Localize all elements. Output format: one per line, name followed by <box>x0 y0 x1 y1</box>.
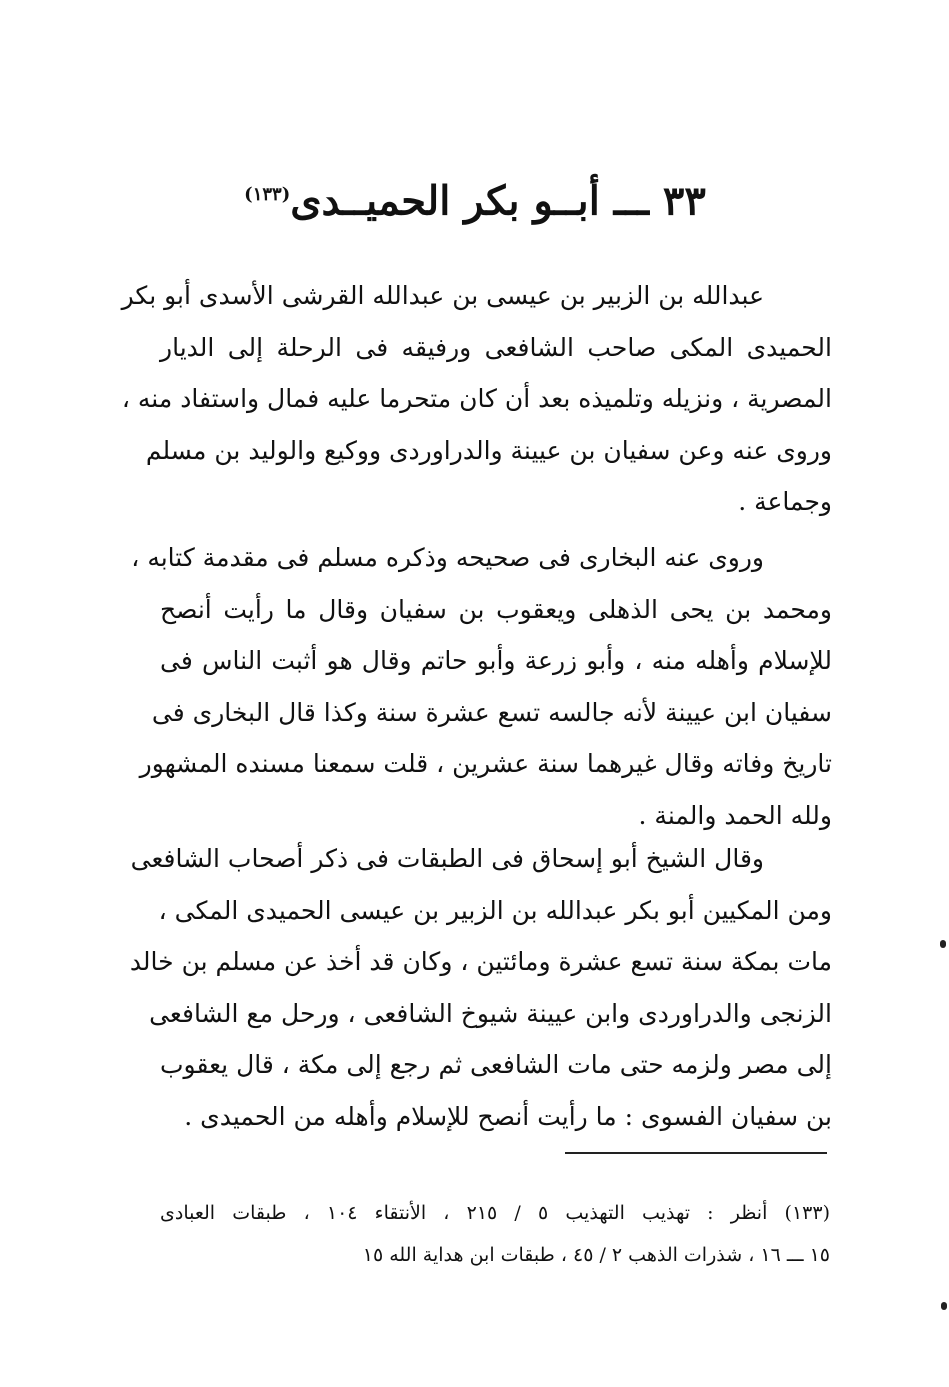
text-line: بن سفيان الفسوى : ما رأيت أنصح للإسلام وأهله من الحميدى . <box>184 1101 832 1131</box>
text-line: وجماعة . <box>738 487 832 516</box>
footnote-line: (١٣٣) أنظر : تهذيب التهذيب ٥ / ٢١٥ ، الأنتقاء ١٠٤ ، طبقات العبادى <box>160 1202 831 1224</box>
text-line: ولله الحمد والمنة . <box>638 800 832 830</box>
text-line: للإسلام وأهله منه ، وأبو زرعة وأبو حاتم وقال هو أثبت الناس فى <box>160 646 832 675</box>
heading-dash: ـــ <box>613 177 649 225</box>
footnote-line: ١٥ ـــ ١٦ ، شذرات الذهب ٢ / ٤٥ ، طبقات ابن هداية الله ١٥ <box>362 1244 830 1266</box>
scan-speck <box>940 940 946 948</box>
footnote-separator <box>565 1152 827 1154</box>
heading-number: ٣٣ <box>662 177 706 225</box>
text-line: وروى عنه وعن سفيان بن عيينة والدراوردى ووكيع والوليد بن مسلم <box>145 435 832 465</box>
text-line: ومن المكيين أبو بكر عبدالله بن الزبير بن عيسى الحميدى المكى ، <box>158 895 832 925</box>
text-line: تاريخ وفاته وقال غيرهما سنة عشرين ، قلت سمعنا مسنده المشهور <box>139 749 832 778</box>
text-line: وقال الشيخ أبو إسحاق فى الطبقات فى ذكر أصحاب الشافعى <box>130 844 764 873</box>
paragraph-2 <box>131 532 832 841</box>
text-line: الحميدى المكى صاحب الشافعى ورفيقه فى الرحلة إلى الديار <box>160 332 832 362</box>
text-line: وروى عنه البخارى فى صحيحه وذكره مسلم فى مقدمة كتابه ، <box>131 543 764 572</box>
text-line: مات بمكة سنة تسع عشرة ومائتين ، وكان قد أخذ عن مسلم بن خالد <box>129 947 832 976</box>
text-line: عبدالله بن الزبير بن عيسى بن عبدالله القرشى الأسدى أبو بكر <box>121 281 764 310</box>
paragraph-3 <box>129 833 832 1142</box>
text-line: المصرية ، ونزيله وتلميذه بعد أن كان متحرما عليه فمال واستفاد منه ، <box>121 384 832 413</box>
paragraph-1 <box>121 270 832 528</box>
text-line: إلى مصر ولزمه حتى مات الشافعى ثم رجع إلى مكة ، قال يعقوب <box>160 1050 832 1079</box>
text-line: سفيان ابن عيينة لأنه جالسه تسع عشرة سنة وكذا قال البخارى فى <box>151 697 832 727</box>
heading-name: أبــو بكر الحميــدى <box>290 177 600 225</box>
section-heading <box>150 165 800 231</box>
text-line: ومحمد بن يحى الذهلى ويعقوب بن سفيان وقال ما رأيت أنصح <box>160 594 832 624</box>
heading-footnote-ref: (١٣٣) <box>244 184 291 205</box>
footnote <box>160 1192 830 1276</box>
scan-speck <box>941 1302 947 1310</box>
text-line: الزنجى والدراوردى وابن عيينة شيوخ الشافعى ، ورحل مع الشافعى <box>149 998 832 1028</box>
